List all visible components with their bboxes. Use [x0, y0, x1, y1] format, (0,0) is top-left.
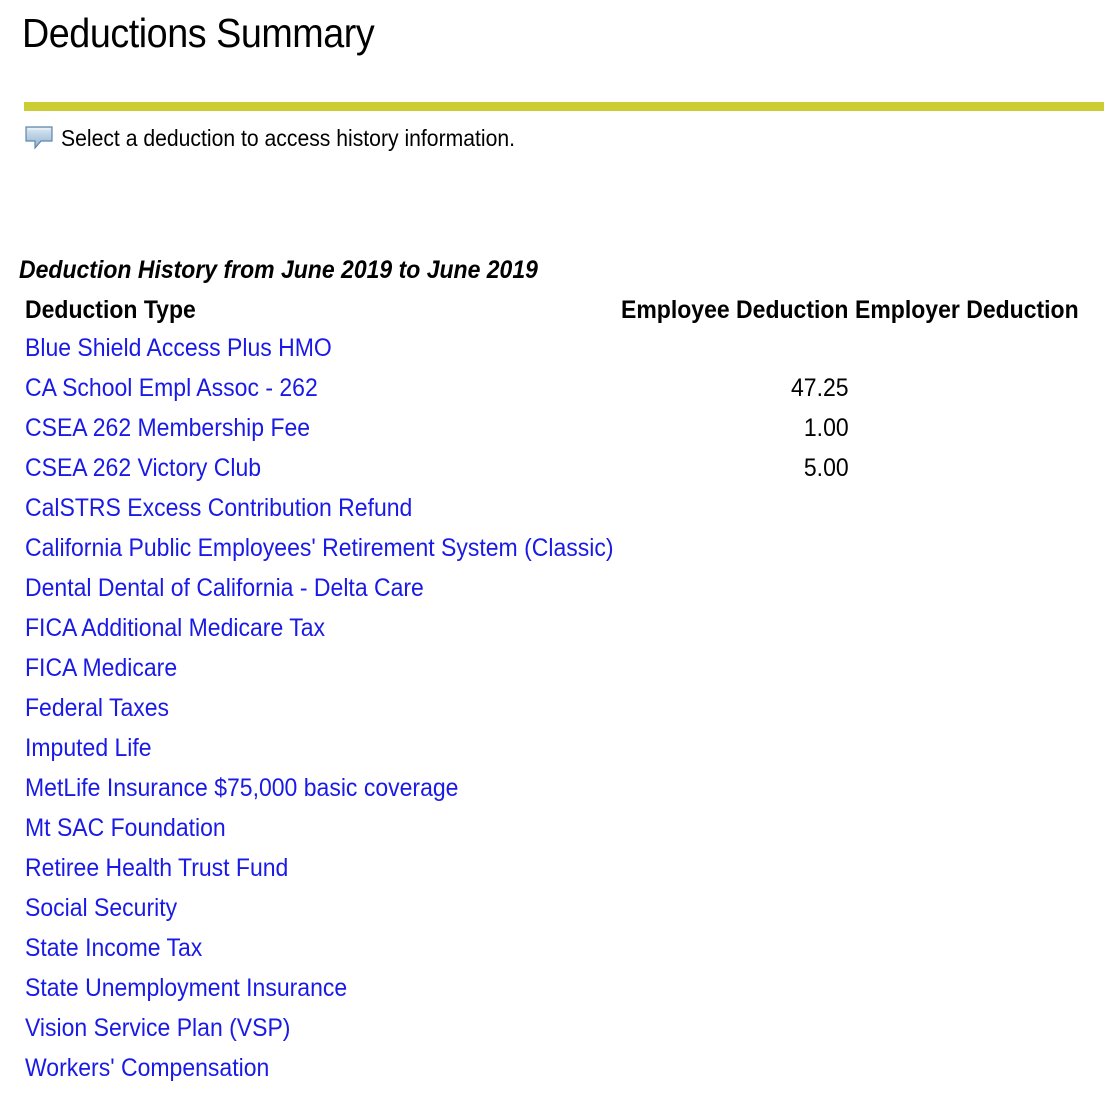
table-row	[22, 848, 1092, 888]
employee-deduction-cell	[618, 1048, 852, 1088]
deduction-type-cell	[22, 568, 618, 608]
deduction-type-cell	[22, 888, 618, 928]
employee-deduction-cell	[618, 488, 852, 528]
table-row	[22, 808, 1092, 848]
employee-deduction-cell	[618, 608, 852, 648]
employee-deduction-cell	[618, 368, 852, 408]
employee-deduction-value: 5.00	[804, 453, 849, 482]
employee-deduction-cell	[618, 528, 852, 568]
table-row	[22, 1048, 1092, 1088]
employer-deduction-cell	[852, 528, 1092, 568]
employee-deduction-cell	[618, 768, 852, 808]
deduction-type-cell	[22, 368, 618, 408]
employer-deduction-cell	[852, 608, 1092, 648]
employer-deduction-cell	[852, 928, 1092, 968]
speech-bubble-icon	[25, 126, 53, 150]
table-row	[22, 328, 1092, 368]
deduction-type-cell	[22, 808, 618, 848]
title-divider	[24, 102, 1104, 111]
deduction-link[interactable]: Mt SAC Foundation	[25, 813, 226, 842]
deduction-type-cell	[22, 408, 618, 448]
employer-deduction-cell	[852, 888, 1092, 928]
deduction-link[interactable]: State Income Tax	[25, 933, 203, 962]
deduction-type-cell	[22, 648, 618, 688]
table-row	[22, 408, 1092, 448]
deduction-link[interactable]: Workers' Compensation	[25, 1053, 270, 1082]
deduction-type-cell	[22, 328, 618, 368]
employer-deduction-cell	[852, 808, 1092, 848]
employee-deduction-value: 1.00	[804, 413, 849, 442]
employee-deduction-cell	[618, 448, 852, 488]
employer-deduction-cell	[852, 768, 1092, 808]
table-row	[22, 368, 1092, 408]
employer-deduction-cell	[852, 408, 1092, 448]
deduction-type-cell	[22, 928, 618, 968]
deduction-link[interactable]: Imputed Life	[25, 733, 152, 762]
deductions-table	[22, 292, 1092, 1088]
deduction-type-cell	[22, 768, 618, 808]
table-row	[22, 688, 1092, 728]
employer-deduction-cell	[852, 648, 1092, 688]
table-row	[22, 648, 1092, 688]
employer-deduction-cell	[852, 448, 1092, 488]
deduction-type-cell	[22, 848, 618, 888]
deduction-type-cell	[22, 968, 618, 1008]
employer-deduction-cell	[852, 328, 1092, 368]
employer-deduction-cell	[852, 1008, 1092, 1048]
table-row	[22, 568, 1092, 608]
deduction-link[interactable]: CA School Empl Assoc - 262	[25, 373, 318, 402]
employer-deduction-cell	[852, 568, 1092, 608]
employee-deduction-cell	[618, 928, 852, 968]
employer-deduction-cell	[852, 1048, 1092, 1088]
deduction-link[interactable]: CalSTRS Excess Contribution Refund	[25, 493, 413, 522]
employee-deduction-cell	[618, 408, 852, 448]
page-title: Deductions Summary	[22, 10, 375, 56]
deduction-link[interactable]: Social Security	[25, 893, 178, 922]
deduction-link[interactable]: California Public Employees' Retirement System (Classic)	[25, 533, 614, 562]
table-row	[22, 448, 1092, 488]
deduction-link[interactable]: Dental Dental of California - Delta Care	[25, 573, 424, 602]
column-header-employer-deduction: Employer Deduction	[855, 295, 1079, 324]
table-row	[22, 928, 1092, 968]
deduction-link[interactable]: FICA Additional Medicare Tax	[25, 613, 326, 642]
table-row	[22, 608, 1092, 648]
deduction-type-cell	[22, 608, 618, 648]
employer-deduction-cell	[852, 488, 1092, 528]
employee-deduction-cell	[618, 968, 852, 1008]
deduction-link[interactable]: State Unemployment Insurance	[25, 973, 348, 1002]
deduction-type-cell	[22, 1008, 618, 1048]
deduction-type-cell	[22, 1048, 618, 1088]
table-row	[22, 968, 1092, 1008]
deduction-type-cell	[22, 528, 618, 568]
deduction-type-cell	[22, 728, 618, 768]
column-header-deduction-type: Deduction Type	[25, 295, 196, 324]
deduction-rows	[22, 328, 1092, 1088]
table-row	[22, 528, 1092, 568]
table-row	[22, 1008, 1092, 1048]
employee-deduction-cell	[618, 1008, 852, 1048]
history-caption: Deduction History from June 2019 to June 2019	[19, 256, 538, 284]
deduction-link[interactable]: FICA Medicare	[25, 653, 178, 682]
table-row	[22, 888, 1092, 928]
table-row	[22, 768, 1092, 808]
employer-deduction-cell	[852, 848, 1092, 888]
info-message	[25, 123, 554, 153]
employer-deduction-cell	[852, 968, 1092, 1008]
employer-deduction-cell	[852, 688, 1092, 728]
deduction-link[interactable]: CSEA 262 Victory Club	[25, 453, 262, 482]
column-header-employee-deduction: Employee Deduction	[621, 295, 849, 324]
employee-deduction-cell	[618, 808, 852, 848]
deduction-type-cell	[22, 488, 618, 528]
deduction-link[interactable]: Blue Shield Access Plus HMO	[25, 333, 332, 362]
table-row	[22, 728, 1092, 768]
employee-deduction-cell	[618, 328, 852, 368]
employer-deduction-cell	[852, 728, 1092, 768]
deduction-link[interactable]: CSEA 262 Membership Fee	[25, 413, 311, 442]
employee-deduction-cell	[618, 848, 852, 888]
deduction-link[interactable]: MetLife Insurance $75,000 basic coverage	[25, 773, 459, 802]
employee-deduction-cell	[618, 688, 852, 728]
table-header-row	[22, 292, 1092, 328]
deduction-link[interactable]: Federal Taxes	[25, 693, 170, 722]
employee-deduction-value: 47.25	[791, 373, 849, 402]
info-text: Select a deduction to access history information.	[61, 124, 516, 151]
deduction-type-cell	[22, 448, 618, 488]
table-row	[22, 488, 1092, 528]
employee-deduction-cell	[618, 568, 852, 608]
employee-deduction-cell	[618, 888, 852, 928]
employer-deduction-cell	[852, 368, 1092, 408]
deduction-type-cell	[22, 688, 618, 728]
deduction-link[interactable]: Vision Service Plan (VSP)	[25, 1013, 291, 1042]
employee-deduction-cell	[618, 728, 852, 768]
employee-deduction-cell	[618, 648, 852, 688]
deduction-link[interactable]: Retiree Health Trust Fund	[25, 853, 289, 882]
